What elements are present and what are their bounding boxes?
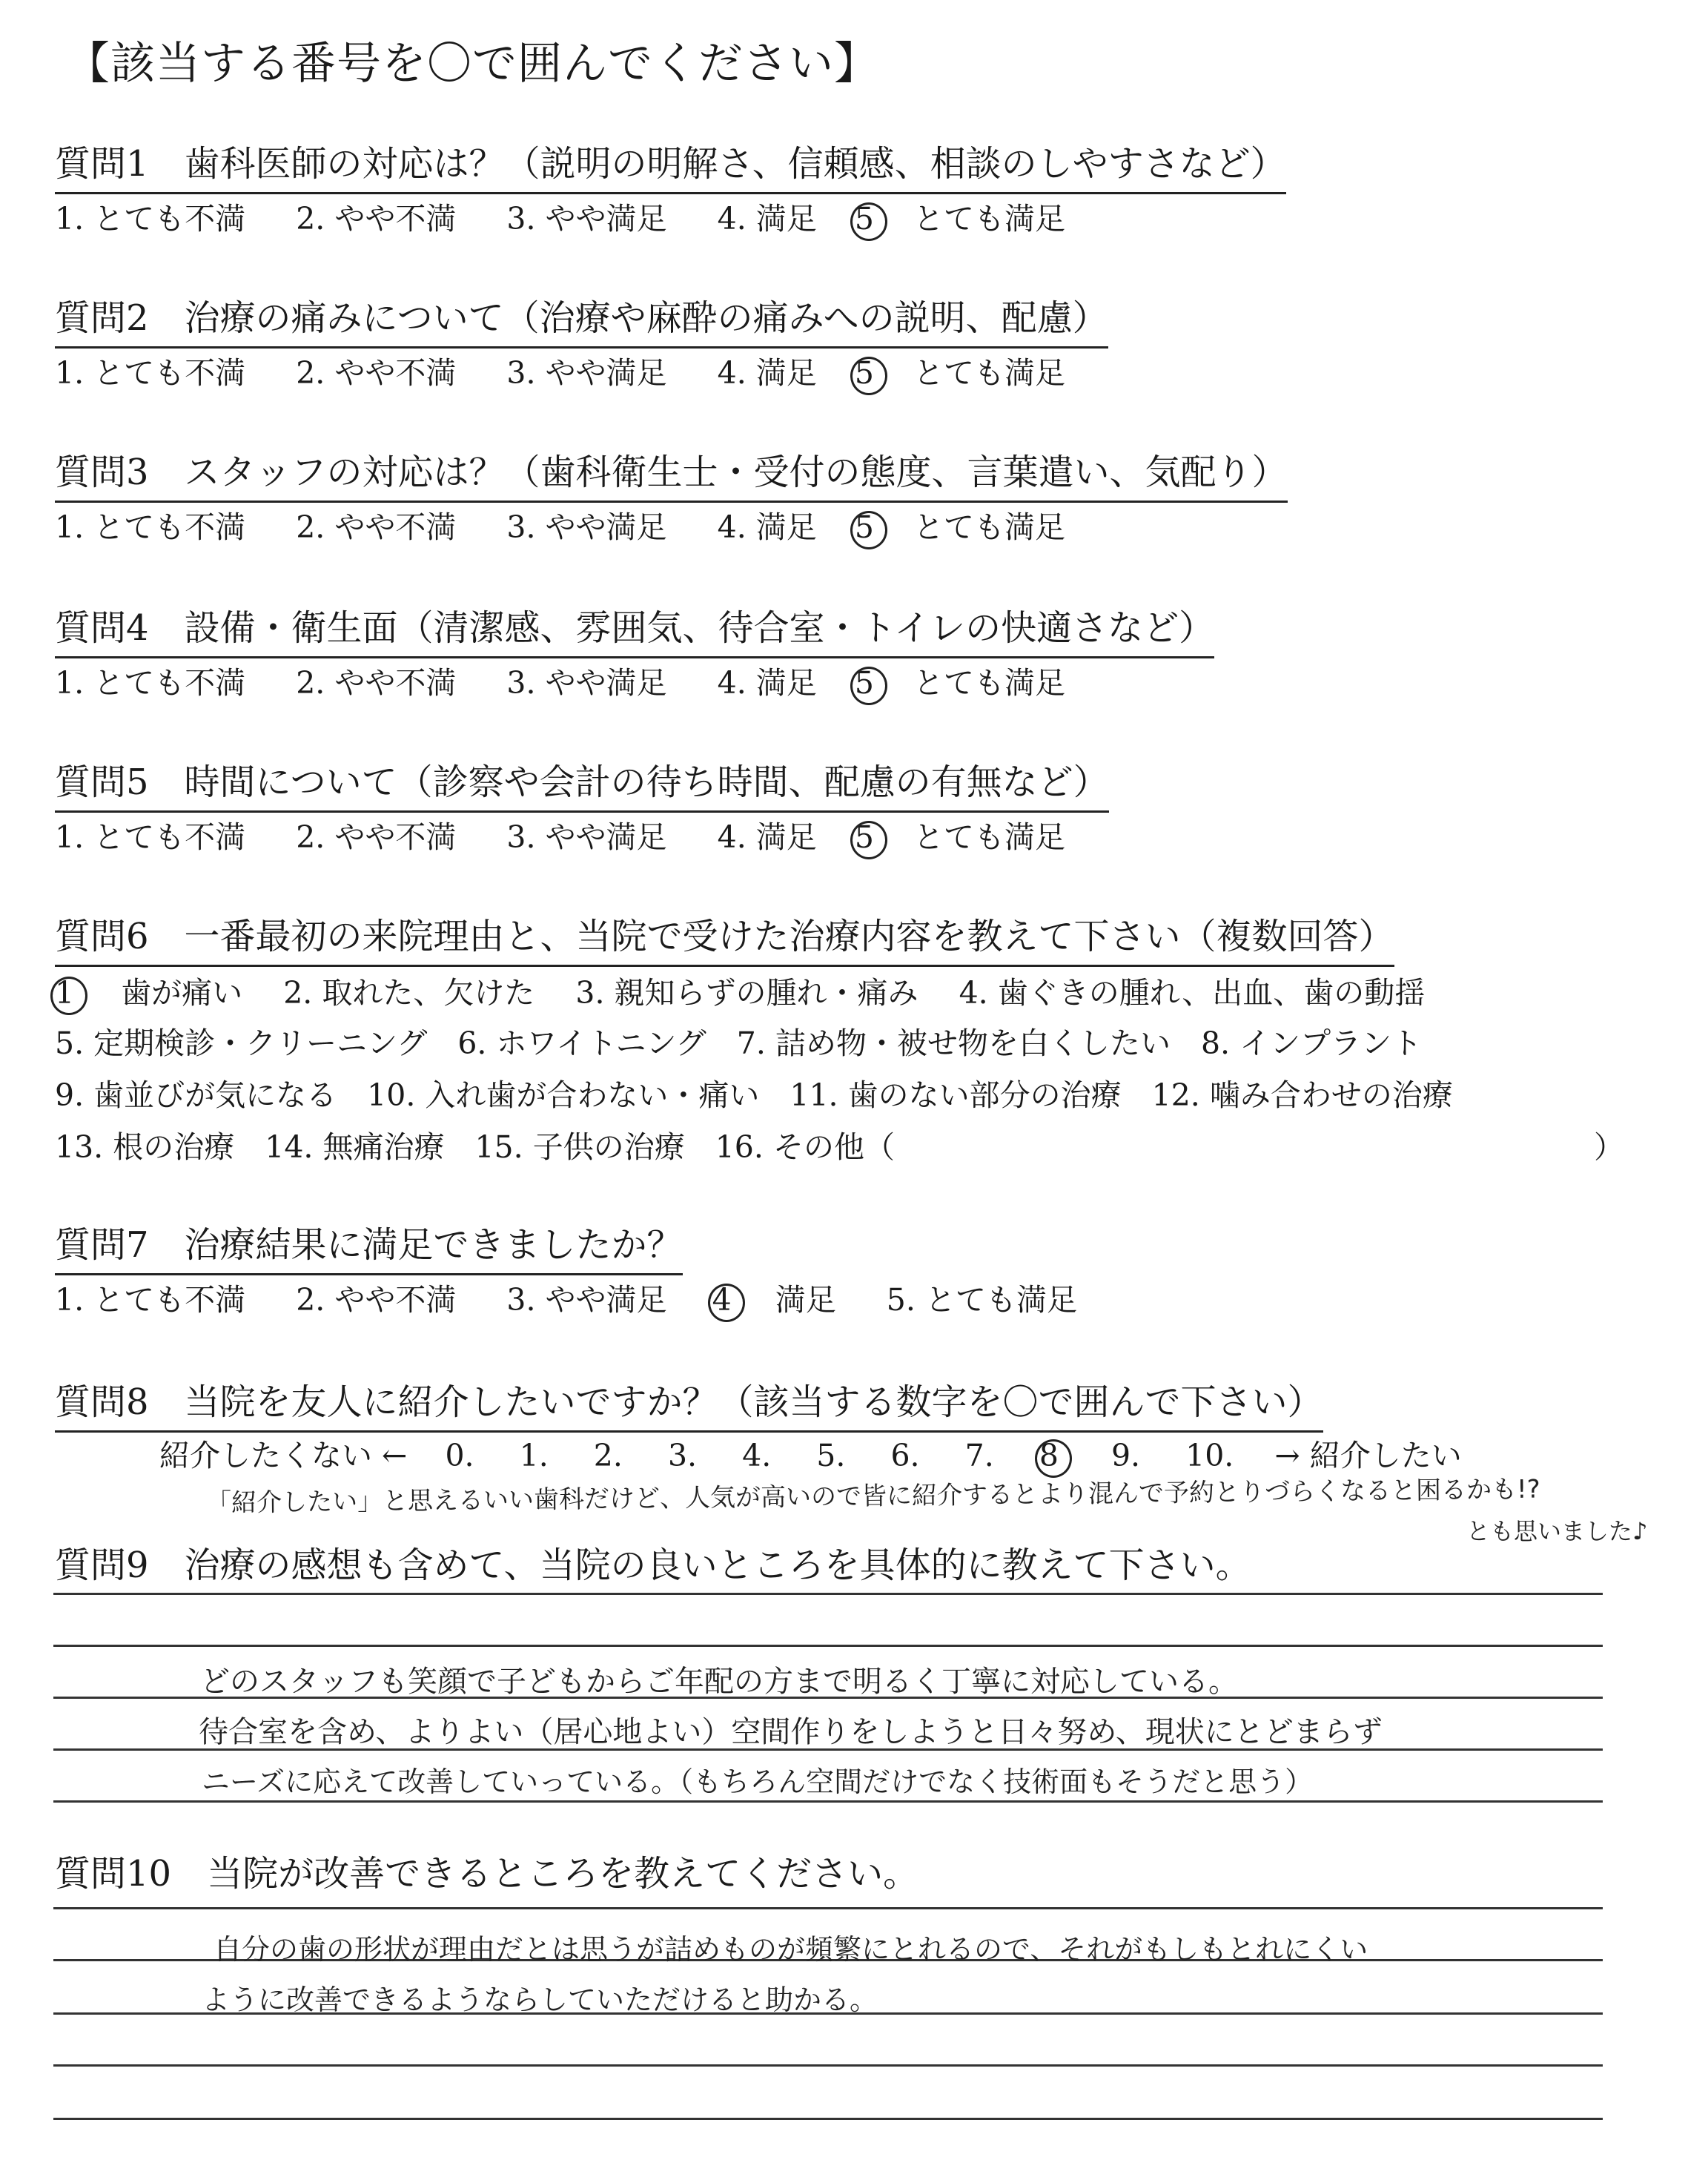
q1-option-5-circled[interactable]: 5 [854, 201, 874, 237]
q3-option-3[interactable]: 3. やや満足 [506, 509, 667, 545]
q1-option-4[interactable]: 4. 満足 [717, 201, 817, 237]
q1-option-5-label: とても満足 [913, 201, 1065, 237]
q5-option-3[interactable]: 3. やや満足 [506, 819, 667, 855]
question-6-row-2[interactable]: 5. 定期検診・クリーニング 6. ホワイトニング 7. 詰め物・被せ物を白くしたい 8. インプラント [55, 1025, 1423, 1061]
question-3-title: 質問3 スタッフの対応は？（歯科衛生士・受付の態度、言葉遣い、気配り） [55, 443, 1288, 503]
q3-option-5-label: とても満足 [913, 509, 1065, 545]
q5-option-5-circled[interactable]: 5 [854, 819, 874, 855]
q4-option-4[interactable]: 4. 満足 [717, 665, 817, 701]
q8-scale-6[interactable]: 6. [890, 1438, 920, 1473]
q2-option-1[interactable]: 1. とても不満 [55, 355, 246, 391]
q3-option-4[interactable]: 4. 満足 [717, 509, 817, 545]
q8-right-label: → 紹介したい [1274, 1438, 1462, 1473]
q2-option-3[interactable]: 3. やや満足 [506, 355, 667, 391]
q4-option-3[interactable]: 3. やや満足 [506, 665, 667, 701]
answer-line [53, 1593, 1603, 1595]
q8-scale-5[interactable]: 5. [816, 1438, 846, 1473]
question-5-title: 質問5 時間について（診察や会計の待ち時間、配慮の有無など） [55, 753, 1109, 813]
q1-option-2[interactable]: 2. やや不満 [296, 201, 457, 237]
question-8-scale [159, 1431, 1462, 1475]
question-7-options [55, 1275, 1077, 1319]
answer-line [53, 2064, 1603, 2067]
question-7-title: 質問7 治療結果に満足できましたか？ [55, 1216, 683, 1275]
question-6-row-3[interactable]: 9. 歯並びが気になる 10. 入れ歯が合わない・痛い 11. 歯のない部分の治療 12. 噛み合わせの治療 [55, 1077, 1453, 1113]
q4-option-2[interactable]: 2. やや不満 [296, 665, 457, 701]
q8-scale-3[interactable]: 3. [667, 1438, 698, 1473]
q9-answer-line-1: どのスタッフも笑顔で子どもからご年配の方まで明るく丁寧に対応している。 [200, 1665, 1238, 1699]
question-3-options [55, 503, 1065, 546]
q3-option-2[interactable]: 2. やや不満 [296, 509, 457, 545]
q6-option-3[interactable]: 3. 親知らずの腫れ・痛み [575, 975, 918, 1011]
q6-option-2[interactable]: 2. 取れた、欠けた [283, 975, 535, 1011]
q8-scale-7[interactable]: 7. [964, 1438, 994, 1473]
q8-scale-1[interactable]: 1. [519, 1438, 549, 1473]
question-4-options [55, 658, 1065, 702]
q8-handwritten-comment: 「紹介したい」と思えるいい歯科だけど、人気が高いので皆に紹介するとより混んで予約とりづらくなると困るかも!? [205, 1474, 1540, 1519]
question-10-title: 質問10 当院が改善できるところを教えてください。 [55, 1853, 919, 1895]
q6-option-1-label: 歯が痛い [121, 975, 243, 1011]
q5-option-2[interactable]: 2. やや不満 [296, 819, 457, 855]
question-2-options [55, 349, 1065, 392]
question-6-title: 質問6 一番最初の来院理由と、当院で受けた治療内容を教えて下さい（複数回答） [55, 908, 1394, 967]
question-9-title: 質問9 治療の感想も含めて、当院の良いところを具体的に教えて下さい。 [55, 1545, 1251, 1586]
q2-option-2[interactable]: 2. やや不満 [296, 355, 457, 391]
q6-option-4[interactable]: 4. 歯ぐきの腫れ、出血、歯の動揺 [959, 975, 1426, 1011]
answer-line [53, 1800, 1603, 1803]
q7-option-4-circled[interactable]: 4 [712, 1282, 732, 1318]
q1-option-1[interactable]: 1. とても不満 [55, 201, 246, 237]
q8-scale-10[interactable]: 10. [1185, 1438, 1234, 1473]
question-2-title: 質問2 治療の痛みについて（治療や麻酔の痛みへの説明、配慮） [55, 289, 1108, 349]
q4-option-5-circled[interactable]: 5 [854, 665, 874, 701]
q2-option-5-label: とても満足 [913, 355, 1065, 391]
q7-option-4-label: 満足 [775, 1282, 836, 1318]
q3-option-5-circled[interactable]: 5 [854, 509, 874, 545]
question-8-title: 質問8 当院を友人に紹介したいですか？（該当する数字を〇で囲んで下さい） [55, 1373, 1323, 1433]
q8-scale-4[interactable]: 4. [742, 1438, 772, 1473]
q5-option-1[interactable]: 1. とても不満 [55, 819, 246, 855]
q9-answer-line-3: ニーズに応えて改善していっている。（もちろん空間だけでなく技術面もそうだと思う） [202, 1766, 1314, 1798]
q8-scale-8-circled[interactable]: 8 [1039, 1438, 1059, 1473]
q7-option-1[interactable]: 1. とても不満 [55, 1282, 246, 1318]
q8-scale-9[interactable]: 9. [1110, 1438, 1141, 1473]
q7-option-5[interactable]: 5. とても満足 [886, 1282, 1077, 1318]
question-6-other-close: ） [1594, 1129, 1624, 1165]
q5-option-4[interactable]: 4. 満足 [717, 819, 817, 855]
page-heading: 【該当する番号を〇で囲んでください】 [65, 38, 879, 90]
q8-scale-0[interactable]: 0. [445, 1438, 474, 1473]
q5-option-5-label: とても満足 [913, 819, 1065, 855]
q7-option-2[interactable]: 2. やや不満 [296, 1282, 457, 1318]
q1-option-3[interactable]: 3. やや満足 [506, 201, 667, 237]
q6-option-1-circled[interactable]: 1 [55, 975, 75, 1011]
question-4-title: 質問4 設備・衛生面（清潔感、雰囲気、待合室・トイレの快適さなど） [55, 599, 1214, 658]
q10-answer-line-1: 自分の歯の形状が理由だとは思うが詰めものが頻繁にとれるので、それがもしもとれにくい [214, 1933, 1368, 1966]
question-6-row-1 [55, 968, 1425, 1012]
answer-line [53, 1907, 1603, 1909]
answer-line [53, 2118, 1603, 2120]
q3-option-1[interactable]: 1. とても不満 [55, 509, 246, 545]
q7-option-3[interactable]: 3. やや満足 [506, 1282, 667, 1318]
question-6-row-4[interactable]: 13. 根の治療 14. 無痛治療 15. 子供の治療 16. その他（ [55, 1129, 895, 1165]
question-1-title: 質問1 歯科医師の対応は？（説明の明解さ、信頼感、相談のしやすさなど） [55, 135, 1286, 194]
q8-handwritten-comment-continued: とも思いました♪ [1466, 1517, 1648, 1545]
q10-answer-line-2: ように改善できるようならしていただけると助かる。 [202, 1984, 878, 2016]
answer-line [53, 1645, 1603, 1647]
q2-option-4[interactable]: 4. 満足 [717, 355, 817, 391]
q4-option-5-label: とても満足 [913, 665, 1065, 701]
q4-option-1[interactable]: 1. とても不満 [55, 665, 246, 701]
q2-option-5-circled[interactable]: 5 [854, 355, 874, 391]
q8-scale-2[interactable]: 2. [593, 1438, 623, 1473]
question-5-options [55, 813, 1065, 856]
q8-left-label: 紹介したくない ← [159, 1438, 408, 1473]
question-1-options [55, 194, 1065, 238]
q9-answer-line-2: 待合室を含め、よりよい（居心地よい）空間作りをしようと日々努め、現状にとどまらず [199, 1715, 1383, 1749]
